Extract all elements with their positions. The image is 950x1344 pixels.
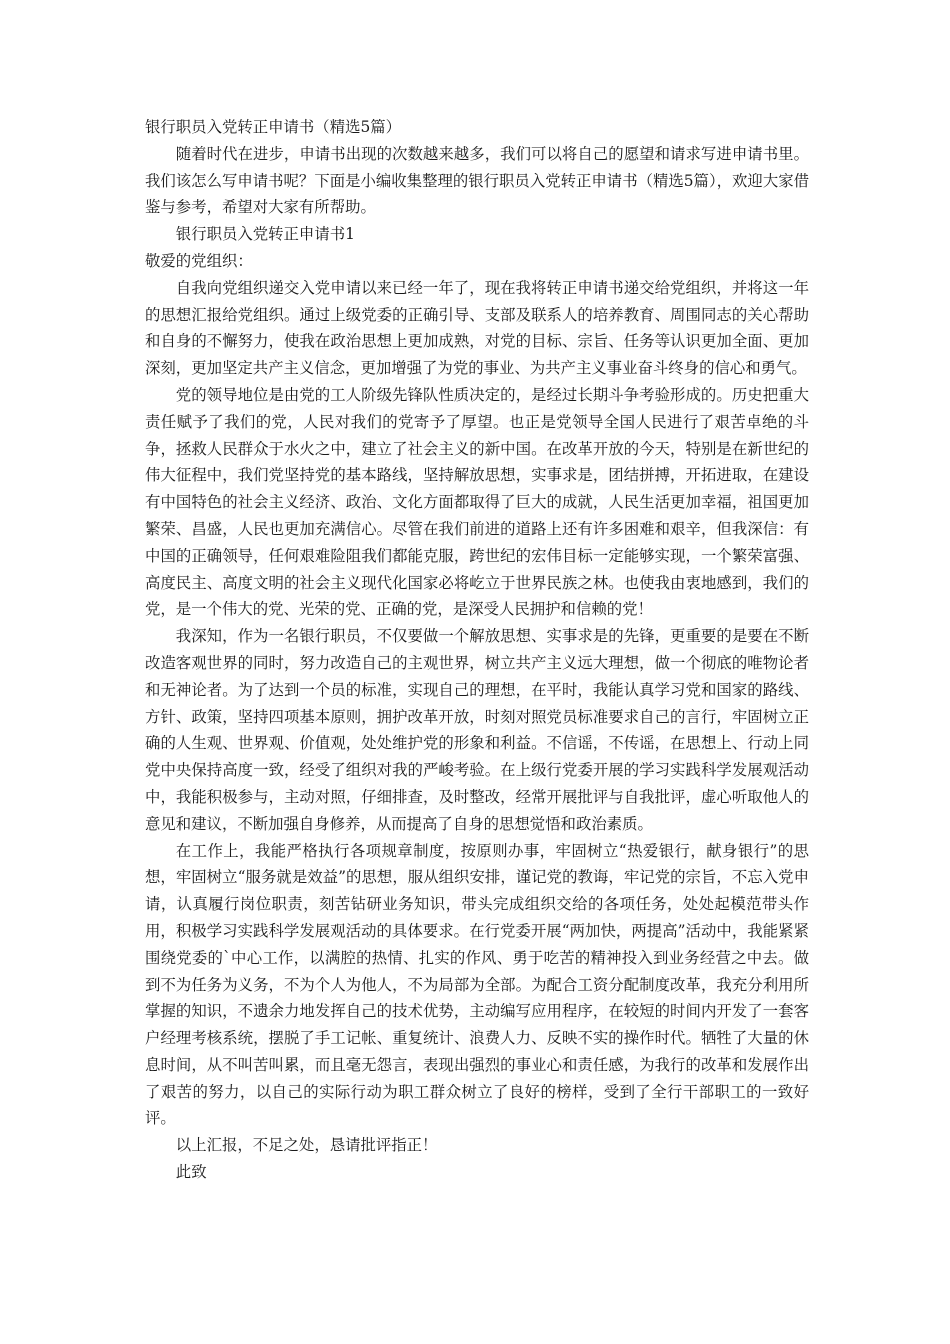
body-paragraph-2: 党的领导地位是由党的工人阶级先锋队性质决定的，是经过长期斗争考验形成的。历史把重大责任赋予了我们的党，人民对我们的党寄予了厚望。也正是党领导全国人民进行了艰苦卓绝的斗争，拯救人民群众于水火之中，建立了社会主义的新中国。在改革开放的今天，特别是在新世纪的伟大征程中，我们党坚持党的基本路线，坚持解放思想，实事求是，团结拼搏，开拓进取，在建设有中国特色的社会主义经济、政治、文化方面都取得了巨大的成就，人民生活更加幸福，祖国更加繁荣、昌盛，人民也更加充满信心。尽管在我们前进的道路上还有许多困难和艰辛，但我深信：有中国的正确领导，任何艰难险阻我们都能克服，跨世纪的宏伟目标一定能够实现，一个繁荣富强、高度民主、高度文明的社会主义现代化国家必将屹立于世界民族之林。也使我由衷地感到，我们的党，是一个伟大的党、光荣的党、正确的党，是深受人民拥护和信赖的党！ bbox=[145, 385, 809, 619]
document-title: 银行职员入党转正申请书（精选5篇） bbox=[145, 118, 402, 136]
body-paragraph-1: 自我向党组织递交入党申请以来已经一年了，现在我将转正申请书递交给党组织，并将这一年的思想汇报给党组织。通过上级党委的正确引导、支部及联系人的培养教育、周围同志的关心帮助和自身的不懈努力，使我在政治思想上更加成熟，对党的目标、宗旨、任务等认识更加全面、更加深刻，更加坚定共产主义信念，更加增强了为党的事业、为共产主义事业奋斗终身的信心和勇气。 bbox=[145, 278, 809, 378]
document-page bbox=[145, 114, 809, 1186]
body-paragraph-4: 在工作上，我能严格执行各项规章制度，按原则办事，牢固树立“热爱银行，献身银行”的思想，牢固树立“服务就是效益”的思想，服从组织安排，谨记党的教诲，牢记党的宗旨，不忘入党申请，认真履行岗位职责，刻苦钻研业务知识，带头完成组织交给的各项任务，处处起模范带头作用，积极学习实践科学发展观活动的具体要求。在行党委开展“两加快，两提高”活动中，我能紧紧围绕党委的`中心工作，以满腔的热情、扎实的作风、勇于吃苦的精神投入到业务经营之中去。做到不为任务为义务，不为个人为他人，不为局部为全部。为配合工资分配制度改革，我充分利用所掌握的知识，不遗余力地发挥自己的技术优势，主动编写应用程序，在较短的时间内开发了一套客户经理考核系统，摆脱了手工记帐、重复统计、浪费人力、反映不实的操作时代。牺牲了大量的休息时间，从不叫苦叫累，而且毫无怨言，表现出强烈的事业心和责任感，为我行的改革和发展作出了艰苦的努力，以自己的实际行动为职工群众树立了良好的榜样，受到了全行干部职工的一致好评。 bbox=[145, 841, 809, 1128]
salutation: 敬爱的党组织： bbox=[145, 251, 253, 270]
intro-paragraph: 随着时代在进步，申请书出现的次数越来越多，我们可以将自己的愿望和请求写进申请书里。我们该怎么写申请书呢？下面是小编收集整理的银行职员入党转正申请书（精选5篇），欢迎大家借鉴与参考，希望对大家有所帮助。 bbox=[145, 144, 809, 217]
section-heading: 银行职员入党转正申请书1 bbox=[175, 225, 355, 244]
body-paragraph-3: 我深知，作为一名银行职员，不仅要做一个解放思想、实事求是的先锋，更重要的是要在不断改造客观世界的同时，努力改造自己的主观世界，树立共产主义远大理想，做一个彻底的唯物论者和无神论者。为了达到一个员的标准，实现自己的理想，在平时，我能认真学习党和国家的路线、方针、政策，坚持四项基本原则，拥护改革开放，时刻对照党员标准要求自己的言行，牢固树立正确的人生观、世界观、价值观，处处维护党的形象和利益。不信谣，不传谣，在思想上、行动上同党中央保持高度一致，经受了组织对我的严峻考验。在上级行党委开展的学习实践科学发展观活动中，我能积极参与，主动对照，仔细排查，及时整改，经常开展批评与自我批评，虚心听取他人的意见和建议，不断加强自身修养，从而提高了自身的思想觉悟和政治素质。 bbox=[145, 627, 809, 833]
closing-remark: 以上汇报，不足之处，恳请批评指正！ bbox=[175, 1136, 438, 1155]
closing-salute: 此致 bbox=[175, 1163, 207, 1182]
